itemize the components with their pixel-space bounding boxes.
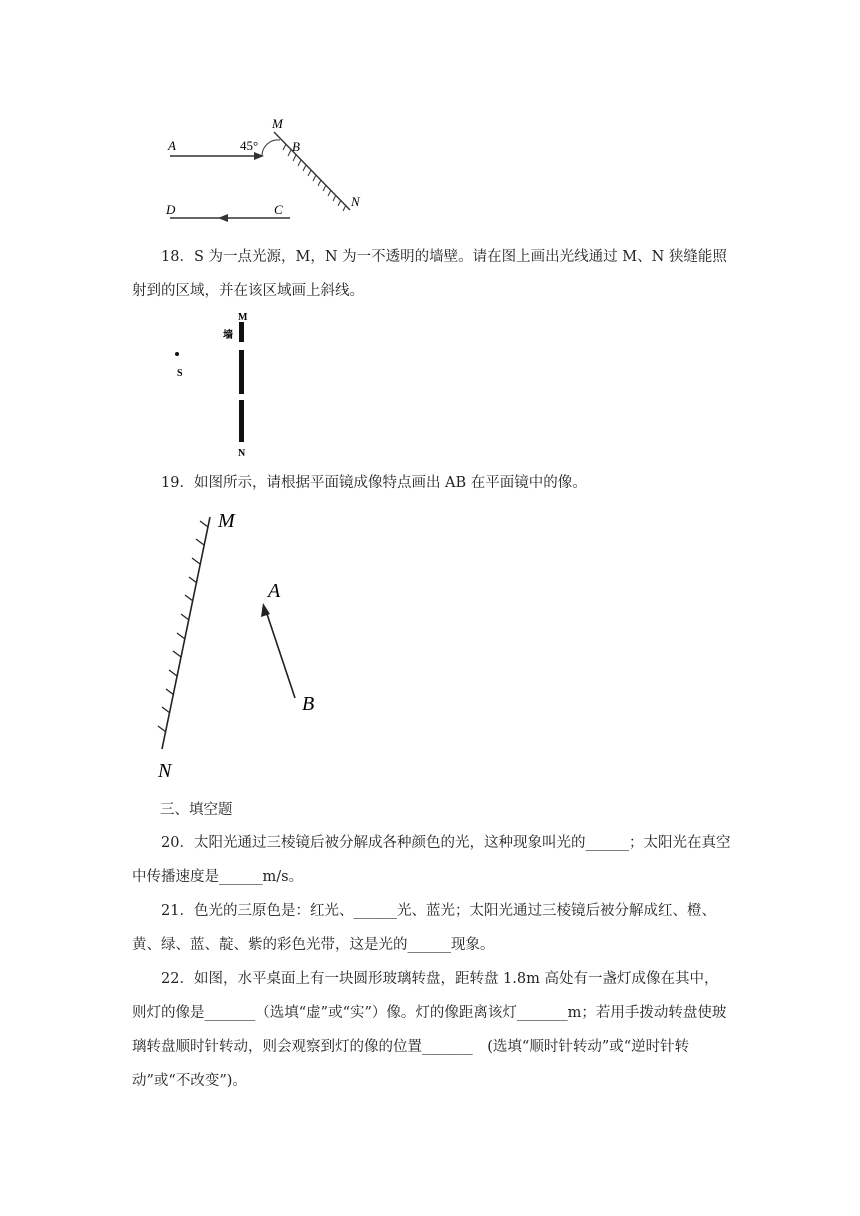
figure-q17-reflection bbox=[150, 110, 390, 230]
label-m: M bbox=[272, 116, 283, 131]
ray-cd-arrowhead bbox=[218, 214, 228, 222]
section-title-fill-in: 三、填空题 bbox=[160, 802, 233, 818]
label-b: B bbox=[302, 693, 315, 715]
label-m: M bbox=[218, 510, 235, 532]
angle-arc bbox=[262, 140, 280, 156]
label-n: N bbox=[238, 448, 246, 459]
mirror-mn bbox=[274, 132, 350, 210]
label-s: S bbox=[177, 368, 183, 379]
question-19: 19．如图所示，请根据平面镜成像特点画出 AB 在平面镜中的像。 bbox=[161, 475, 587, 491]
label-m: M bbox=[238, 312, 248, 323]
label-a: A bbox=[168, 138, 176, 153]
wall-top-segment bbox=[239, 322, 244, 342]
label-b: B bbox=[292, 139, 300, 154]
wall-middle-segment bbox=[239, 350, 244, 394]
point-source-s bbox=[175, 352, 179, 356]
mirror-hatching bbox=[158, 521, 208, 732]
wall-bottom-segment bbox=[239, 400, 244, 442]
mirror-hatching bbox=[283, 144, 346, 211]
question-22: 22．如图，水平桌面上有一块圆形玻璃转盘，距转盘 1.8m 高处有一盏灯成像在其中，则灯的像是_______（选填“虚”或“实”）像。灯的像距离该灯_______m；若用手拨动转盘使玻璃转盘顺时针转动，则会观察到灯的像的位置_______ (选填“顺时针转动”或“逆时针转动”或“不改变”)。 bbox=[132, 971, 727, 1089]
object-ab bbox=[265, 608, 295, 698]
question-21: 21．色光的三原色是：红光、______光、蓝光；太阳光通过三棱镜后被分解成红、橙、黄、绿、蓝、靛、紫的彩色光带，这是光的______现象。 bbox=[132, 903, 716, 953]
label-wall: 墙 bbox=[223, 330, 233, 341]
figure-q18-wall-slit bbox=[160, 308, 280, 463]
object-ab-arrowhead bbox=[261, 603, 270, 617]
label-c: C bbox=[274, 202, 283, 217]
label-d: D bbox=[166, 202, 176, 217]
label-n: N bbox=[351, 194, 360, 209]
question-18: 18．S 为一点光源，M，N 为一不透明的墙壁。请在图上画出光线通过 M、N 狭缝能照射到的区域，并在该区域画上斜线。 bbox=[132, 249, 727, 299]
label-a: A bbox=[268, 580, 281, 602]
figure-q19-plane-mirror bbox=[150, 505, 340, 790]
label-angle: 45° bbox=[240, 138, 259, 153]
plane-mirror-mn bbox=[162, 517, 210, 749]
question-20: 20．太阳光通过三棱镜后被分解成各种颜色的光，这种现象叫光的______；太阳光在真空中传播速度是______m/s。 bbox=[132, 835, 731, 885]
label-n: N bbox=[158, 760, 172, 782]
